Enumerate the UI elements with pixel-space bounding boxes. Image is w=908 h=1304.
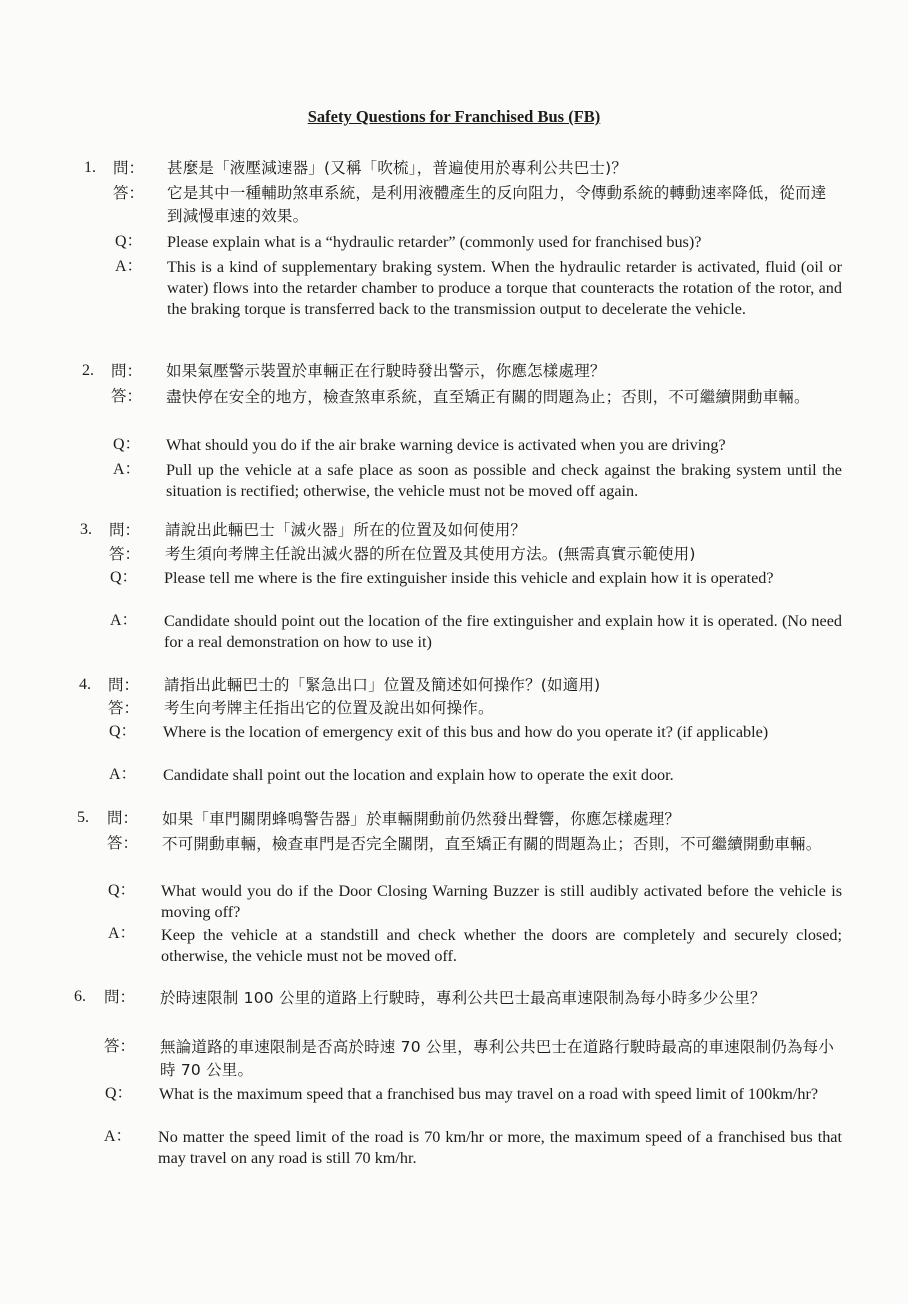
en-question-text: Please tell me where is the fire extinguisher inside this vehicle and explain how it is operated?	[164, 569, 774, 587]
en-question-label: Q：	[110, 569, 138, 586]
zh-answer-text: 考生向考牌主任指出它的位置及說出如何操作。	[164, 699, 494, 717]
zh-question-label: 問：	[108, 676, 140, 694]
en-answer-text: Pull up the vehicle at a safe place as soon as possible and check against the braking system until the situation is rectified; otherwise, the vehicle must not be moved off again.	[166, 461, 842, 500]
en-question-label: Q：	[105, 1085, 133, 1102]
zh-answer-text: 考生須向考牌主任說出滅火器的所在位置及其使用方法。(無需真實示範使用)	[165, 545, 696, 563]
zh-answer-text: 無論道路的車速限制是否高於時速 70 公里，專利公共巴士在道路行駛時最高的車速限制仍為每小時 70 公里。	[160, 1038, 835, 1079]
zh-question-label: 問：	[104, 988, 136, 1006]
en-answer-label: A：	[104, 1128, 132, 1145]
zh-answer-label: 答：	[107, 834, 139, 852]
zh-answer-text: 盡快停在安全的地方，檢查煞車系統，直至矯正有關的問題為止；否則，不可繼續開動車輛。	[166, 388, 810, 406]
en-question-text: Please explain what is a “hydraulic retarder” (commonly used for franchised bus)?	[167, 233, 702, 251]
zh-answer-text: 它是其中一種輔助煞車系統，是利用液體產生的反向阻力，令傳動系統的轉動速率降低，從而達到減慢車速的效果。	[167, 184, 827, 225]
en-answer-text: This is a kind of supplementary braking system. When the hydraulic retarder is activated, fluid (oil or water) flows into the retarder chamber to produce a torque that counteracts the rotation of the rotor, and the braking torque is transferred back to the transmission output to decelerate the vehicle.	[167, 258, 842, 318]
zh-question-label: 問：	[107, 809, 139, 827]
zh-answer-label: 答：	[104, 1037, 136, 1055]
question-number: 2.	[82, 362, 94, 379]
en-question-text: What is the maximum speed that a franchised bus may travel on a road with speed limit of 100km/hr?	[159, 1085, 819, 1103]
en-question-text: What should you do if the air brake warning device is activated when you are driving?	[166, 436, 726, 454]
zh-answer-text: 不可開動車輛，檢查車門是否完全關閉，直至矯正有關的問題為止；否則，不可繼續開動車輛。	[162, 835, 822, 853]
zh-answer-label: 答：	[113, 184, 145, 202]
en-answer-text: Keep the vehicle at a standstill and check whether the doors are completely and securely closed; otherwise, the vehicle must not be moved off.	[161, 926, 842, 965]
question-number: 3.	[80, 521, 92, 538]
zh-question-label: 問：	[113, 159, 145, 177]
zh-question-text: 如果氣壓警示裝置於車輛正在行駛時發出警示，你應怎樣處理？	[166, 362, 606, 380]
en-question-label: Q：	[109, 723, 137, 740]
question-number: 5.	[77, 809, 89, 826]
page-title: Safety Questions for Franchised Bus (FB)	[307, 107, 601, 126]
zh-question-text: 請說出此輛巴士「滅火器」所在的位置及如何使用？	[165, 521, 527, 539]
question-number: 1.	[84, 159, 96, 176]
en-answer-text: No matter the speed limit of the road is 70 km/hr or more, the maximum speed of a franchised bus that may travel on any road is still 70 km/hr.	[158, 1128, 842, 1167]
zh-answer-label: 答：	[111, 387, 143, 405]
zh-question-text: 如果「車門關閉蜂鳴警告器」於車輛開動前仍然發出聲響，你應怎樣處理？	[162, 810, 681, 828]
zh-question-label: 問：	[111, 362, 143, 380]
zh-question-text: 甚麼是「液壓減速器」(又稱「吹梳」，普遍使用於專利公共巴士)？	[167, 159, 628, 177]
en-answer-label: A：	[108, 925, 136, 942]
zh-question-text: 於時速限制 100 公里的道路上行駛時，專利公共巴士最高車速限制為每小時多少公里？	[160, 989, 766, 1007]
question-number: 6.	[74, 988, 86, 1005]
en-question-label: Q：	[108, 882, 136, 899]
zh-question-label: 問：	[109, 521, 141, 539]
zh-answer-label: 答：	[108, 699, 140, 717]
question-number: 4.	[79, 676, 91, 693]
en-answer-label: A：	[109, 766, 137, 783]
en-question-label: Q：	[113, 436, 141, 453]
en-answer-label: A：	[113, 461, 141, 478]
zh-question-text: 請指出此輛巴士的「緊急出口」位置及簡述如何操作？(如適用)	[164, 676, 601, 694]
en-answer-text: Candidate shall point out the location and explain how to operate the exit door.	[163, 766, 674, 784]
en-answer-label: A：	[115, 258, 143, 275]
zh-answer-label: 答：	[109, 545, 141, 563]
en-question-label: Q：	[115, 233, 143, 250]
en-answer-text: Candidate should point out the location of the fire extinguisher and explain how it is operated. (No need for a real demonstration on how to use it)	[164, 612, 842, 651]
en-question-text: What would you do if the Door Closing Warning Buzzer is still audibly activated before the vehicle is moving off?	[161, 882, 842, 921]
en-answer-label: A：	[110, 612, 138, 629]
en-question-text: Where is the location of emergency exit of this bus and how do you operate it? (if applicable)	[163, 723, 769, 741]
